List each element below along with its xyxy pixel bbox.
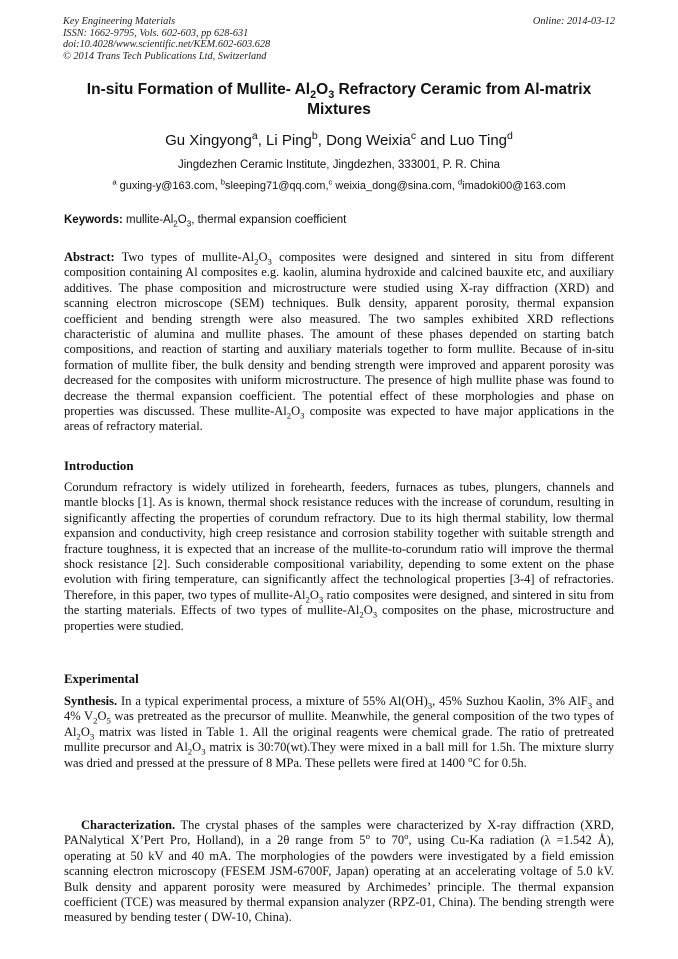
issn-line: ISSN: 1662-9795, Vols. 602-603, pp 628-631: [63, 27, 249, 39]
copyright-line: © 2014 Trans Tech Publications Ltd, Switzerland: [63, 50, 267, 62]
keywords: Keywords: mullite-$Al_2O_3$, thermal expansion coefficient: [64, 214, 347, 229]
journal-name: Key Engineering Materials: [63, 16, 176, 27]
journal-header: [63, 16, 615, 62]
paper-title: In-situ Formation of Mullite- $Al_2O_3$ Refractory Ceramic from Al-matrix Mixtures: [86, 81, 592, 118]
introduction-paragraph: Corundum refractory is widely utilized in forehearth, feeders, furnaces as tubes, plungers, channels and mantle blocks [1]. As is known, thermal shock resistance reduces with the increase of corundum, resulting in significantly affecting the properties of corundum refractory. Due to its high thermal stability, low thermal expansion and conductivity, high creep resistance and corrosion stability together with suitable strength and fracture toughness, it is expected that an increase of the mullite-to-corundum ratio will improve the thermal shock resistance [2]. Such considerable compositional variability, depending to some extent on the phase evolution with firing temperature, can significantly affect the technological properties [3-4] of refractories. Therefore, in this paper, two types of mullite-$Al_2O_3$ ratio composites were designed, and sintered in situ from the starting materials. Effects of two types of mullite-$Al_2O_3$ composites on the phase, microstructure and properties were studied.: [64, 480, 614, 633]
experimental-heading: Experimental: [64, 672, 139, 686]
affiliation: Jingdezhen Ceramic Institute, Jingdezhen, 333001, P. R. China: [178, 159, 500, 171]
author-emails: $^a$ guxing-y@163.com, $^b$sleeping71@qq.com,$^c$ weixia_dong@sina.com, $^d$imadoki00@163.com: [112, 177, 566, 192]
author-list: Gu Xingyong$^a$, Li Ping$^b$, Dong Weixia$^c$ and Luo Ting$^d$: [165, 130, 513, 149]
characterization-paragraph: Characterization. The crystal phases of the samples were characterized by X-ray diffraction (XRD, PANalytical X’Pert Pro, Holland), in a 2θ range from 5$^o$ to 70$^o$, using Cu-Ka radiation (λ =1.542 Å), operating at 50 kV and 40 mA. The morphologies of the powders were investigated by a field emission scanning electron microscopy (FESEM JSM-6700F, Japan) operating at an accelerating voltage of 5.0 kV. Bulk density and apparent porosity were measured by Archimedes’ principle. The thermal expansion coefficient (TCE) was measured by thermal expansion analyzer (RPZ-01, China). The bending strength were measured by bending tester ( DW-10, China).: [64, 818, 614, 925]
online-date: Online: 2014-03-12: [532, 16, 615, 27]
abstract: Abstract: Two types of mullite-$Al_2O_3$ composites were designed and sintered in situ from different composition containing Al composites e.g. kaolin, alumina hydroxide and calcined bauxite etc, and auxiliary additives. The phase composition and microstructure were studied using X-ray diffraction (XRD) and scanning electron microscope (SEM) techniques. Bulk density, apparent porosity, thermal expansion coefficient and bending strength were also measured. The two samples exhibited XRD reflections characteristic of alumina and mullite phases. The amount of these phases depended on starting batch compositions, and reaction of starting and auxiliary materials together to form mullite. Because of in-situ formation of mullite fiber, the bulk density and bending strength were improved and apparent porosity was decreased for the composites with uniform microstructure. The presence of high mullite phase was found to decrease the thermal expansion coefficient. The potential effect of these morphologies and phase on properties was discussed. These mullite-$Al_2O_3$ composite was expected to have major applications in the areas of refractory material.: [64, 250, 615, 434]
doi-line: doi:10.4028/www.scientific.net/KEM.602-603.628: [63, 39, 271, 51]
synthesis-paragraph: Synthesis. In a typical experimental process, a mixture of 55% $Al(OH)_3$, 45% Suzhou Kaolin, 3% AlF$_3$ and 4% $V_2O_5$ was pretreated as the precursor of mullite. Meanwhile, the general composition of the two types of $Al_2O_3$ matrix was listed in Table 1. All the original reagents were chemical grade. The ratio of pretreated mullite precursor and $Al_2O_3$ matrix is 30:70(wt).They were mixed in a ball mill for 1.5h. The mixture slurry was dried and pressed at the pressure of 8 MPa. These pellets were fired at 1400 $^o$C for 0.5h.: [64, 694, 614, 770]
introduction-heading: Introduction: [64, 459, 134, 473]
